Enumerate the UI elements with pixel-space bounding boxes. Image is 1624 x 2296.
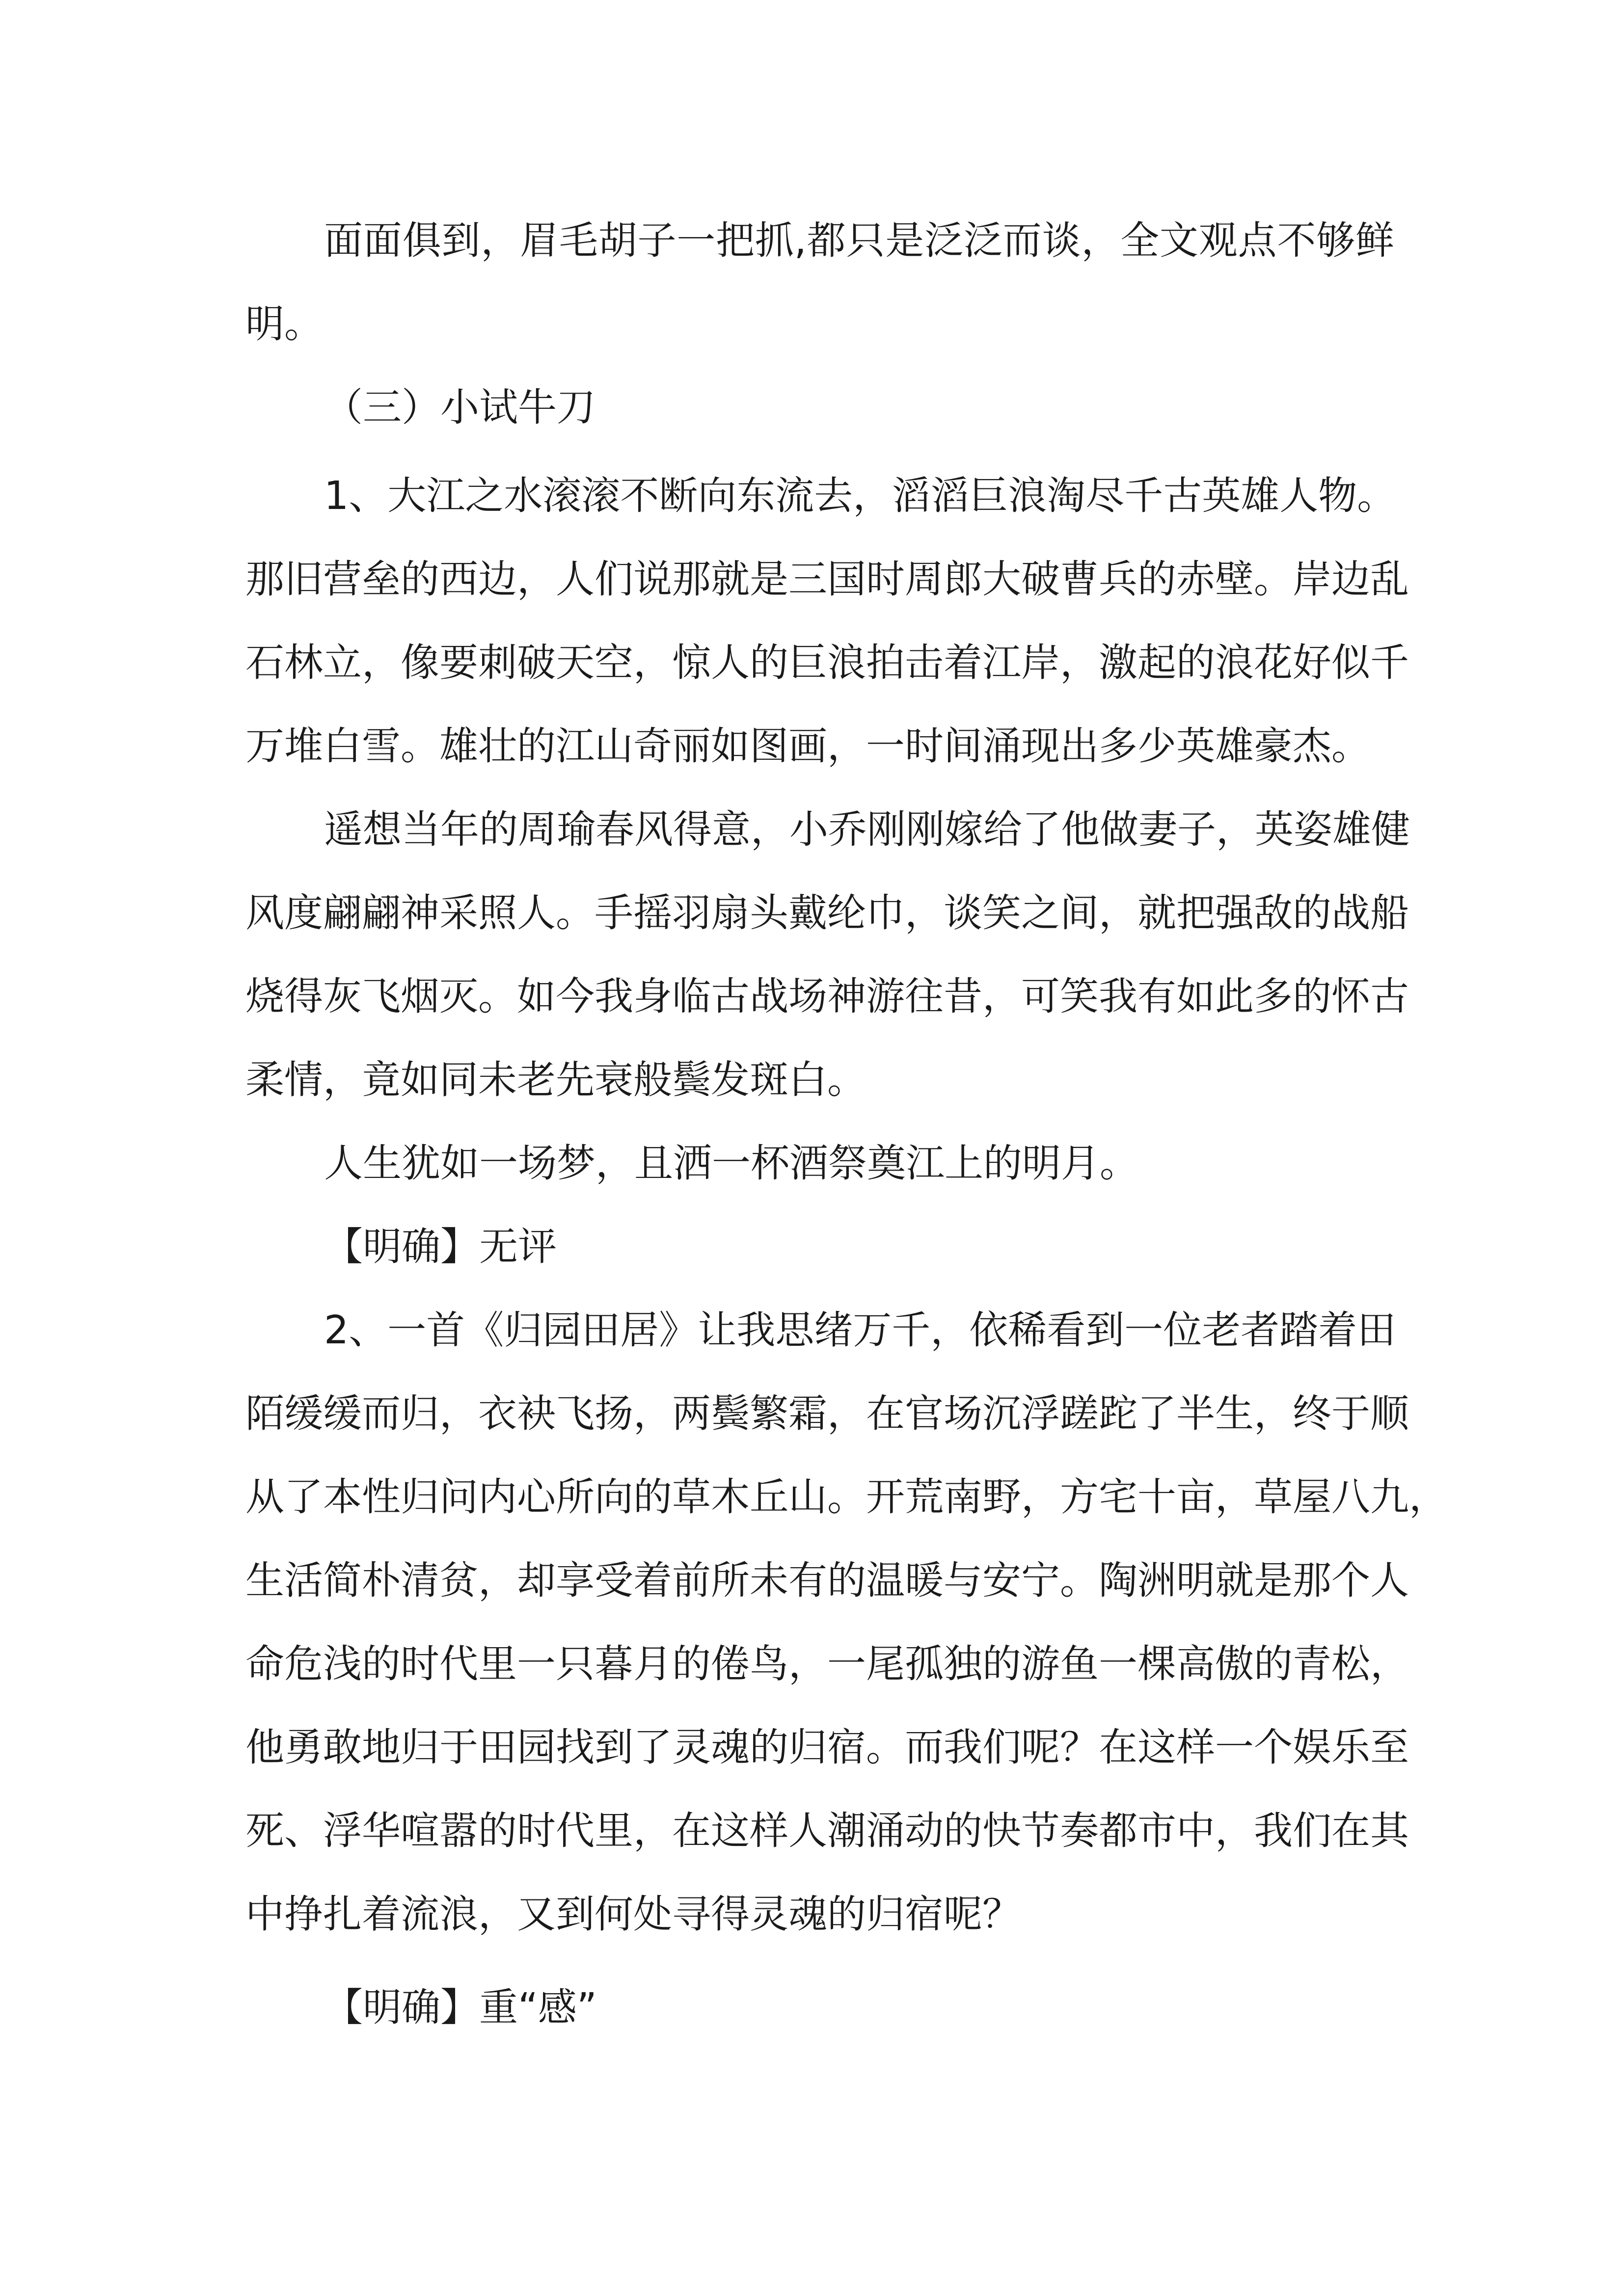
answer-label: 【明确】重“感” xyxy=(324,1985,597,2030)
text-line: 石林立，像要刺破天空，惊人的巨浪拍击着江岸，激起的浪花好似千 xyxy=(245,640,1409,685)
text-line: 2、一首《归园田居》让我思绪万千，依稀看到一位老者踏着田 xyxy=(324,1308,1396,1353)
section-heading: （三）小试牛刀 xyxy=(324,385,595,430)
text-line: 从了本性归问内心所向的草木丘山。开荒南野，方宅十亩，草屋八九， xyxy=(245,1474,1448,1520)
text-line: 万堆白雪。雄壮的江山奇丽如图画，一时间涌现出多少英雄豪杰。 xyxy=(245,723,1370,769)
text-line: 他勇敢地归于田园找到了灵魂的归宿。而我们呢？在这样一个娱乐至 xyxy=(245,1725,1409,1770)
text-line: 那旧营垒的西边，人们说那就是三国时周郎大破曹兵的赤壁。岸边乱 xyxy=(245,557,1409,602)
text-line: 生活简朴清贫，却享受着前所未有的温暖与安宁。陶洲明就是那个人 xyxy=(245,1558,1409,1603)
text-line: 风度翩翩神采照人。手摇羽扇头戴纶巾，谈笑之间，就把强敌的战船 xyxy=(245,890,1409,935)
answer-label: 【明确】无评 xyxy=(324,1224,557,1269)
text-line: 中挣扎着流浪，又到何处寻得灵魂的归宿呢？ xyxy=(245,1892,1021,1937)
text-line: 柔情，竟如同未老先衰般鬓发斑白。 xyxy=(245,1057,866,1102)
text-line: 明。 xyxy=(245,301,323,347)
text-line: 人生犹如一场梦，且洒一杯酒祭奠江上的明月。 xyxy=(324,1141,1138,1186)
text-line: 死、浮华喧嚣的时代里，在这样人潮涌动的快节奏都市中，我们在其 xyxy=(245,1808,1409,1853)
text-line: 面面俱到，眉毛胡子一把抓,都只是泛泛而谈，全文观点不够鲜 xyxy=(324,218,1394,263)
text-line: 烧得灰飞烟灭。如今我身临古战场神游往昔，可笑我有如此多的怀古 xyxy=(245,974,1409,1019)
text-line: 陌缓缓而归，衣袂飞扬，两鬓繁霜，在官场沉浮蹉跎了半生，终于顺 xyxy=(245,1391,1409,1436)
text-line: 1、大江之水滚滚不断向东流去，滔滔巨浪淘尽千古英雄人物。 xyxy=(324,473,1396,518)
text-line: 遥想当年的周瑜春风得意，小乔刚刚嫁给了他做妻子，英姿雄健 xyxy=(324,807,1410,852)
text-line: 命危浅的时代里一只暮月的倦鸟，一尾孤独的游鱼一棵高傲的青松， xyxy=(245,1641,1409,1686)
